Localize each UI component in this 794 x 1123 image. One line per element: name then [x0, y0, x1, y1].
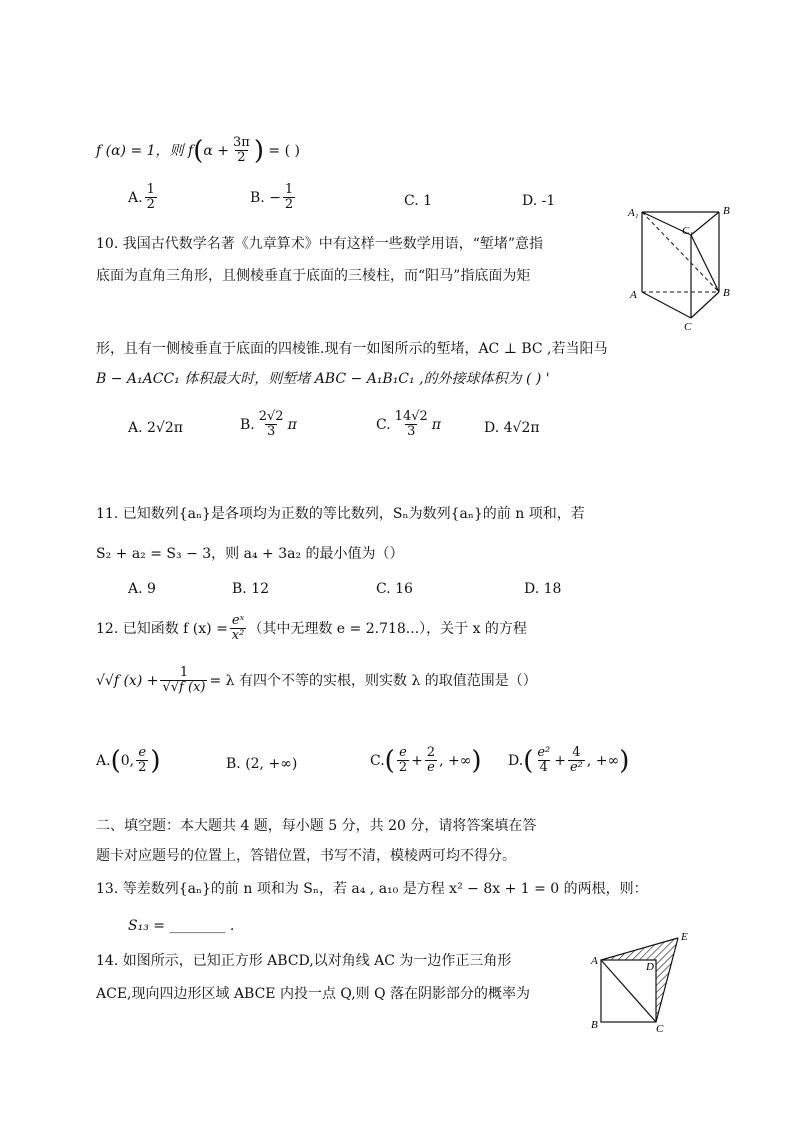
q9-condition: f (α) = 1，则 f(α + $\frac{3\pi}{2}$ ) = ( ) [96, 135, 300, 166]
q10-option-d: D. 4√2π [484, 420, 540, 436]
q12-option-a: A.(0, $\frac{e}{2}$ ) [96, 745, 161, 776]
q10-line-3: 形，且有一侧棱垂直于底面的四棱锥.现有一如图所示的堑堵，AC ⊥ BC ,若当阳马 [96, 341, 608, 357]
q12-option-c: C.( $\frac{e}{2}$ + $\frac{2}{e}$ , +∞) [370, 745, 482, 776]
q10-line-1: 10. 我国古代数学名著《九章算术》中有这样一些数学用语，“堑堵”意指 [96, 236, 544, 252]
label-c: C [684, 321, 692, 333]
q13-line-1: 13. 等差数列{aₙ}的前 n 项和为 Sₙ，若 a₄ , a₁₀ 是方程 x² − 8x + 1 = 0 的两根，则： [96, 881, 648, 897]
square-triangle-figure [586, 928, 696, 1033]
q10-option-c: C. $\frac{14√2}{3}$ π [376, 409, 441, 440]
label-b: B [723, 287, 730, 299]
q9-option-c: C. 1 [404, 193, 433, 209]
label-d: D [646, 961, 654, 973]
q13-line-2: S₁₃ = ________ . [128, 918, 235, 934]
q9-option-b: B. − $\frac{1}{2}$ [250, 182, 294, 213]
q14-line-2: ACE,现向四边形区域 ABCE 内投一点 Q,则 Q 落在阴影部分的概率为 [96, 986, 531, 1002]
q11-line-2: S₂ + a₂ = S₃ − 3，则 a₄ + 3a₂ 的最小值为（） [96, 546, 404, 562]
q11-option-b: B. 12 [232, 581, 270, 597]
q9-option-a: A. $\frac{1}{2}$ [128, 182, 155, 213]
q11-option-d: D. 18 [524, 581, 562, 597]
section-2-line-1: 二、填空题：本大题共 4 题，每小题 5 分，共 20 分，请将答案填在答 [96, 818, 537, 834]
label-b1: B [723, 205, 730, 217]
section-2-line-2: 题卡对应题号的位置上，答错位置，书写不清，模棱两可均不得分。 [96, 848, 516, 864]
label-c1: C₁ [682, 225, 694, 237]
prism-figure [624, 200, 744, 335]
q11-option-c: C. 16 [376, 581, 413, 597]
q10-line-4: B − A₁ACC₁ 体积最大时，则堑堵 ABC − A₁B₁C₁ ,的外接球体积为 ( ) ' [96, 371, 550, 387]
q11-line-1: 11. 已知数列{aₙ}是各项均为正数的等比数列，Sₙ为数列{aₙ}的前 n 项和，若 [96, 506, 585, 522]
label-a: A [630, 289, 637, 301]
q14-line-1: 14. 如图所示，已知正方形 ABCD,以对角线 AC 为一边作正三角形 [96, 953, 512, 969]
q12-option-d: D.( $\frac{\text{e²}}{4}$ + $\frac{4}{\text{e²}}$ , +∞) [508, 745, 630, 776]
q12-option-b: B. (2, +∞) [226, 756, 298, 772]
q10-option-b: B. $\frac{2√2}{3}$ π [240, 409, 297, 440]
label-a: A [591, 955, 598, 967]
label-a1: A₁ [628, 207, 639, 219]
label-e: E [681, 931, 688, 943]
q12-line-1: 12. 已知函数 f (x) = $\frac{\text{eˣ}}{\text{x²}}$ （其中无理数 e = 2.718...），关于 x 的方程 [96, 613, 527, 644]
q10-line-2: 底面为直角三角形，且侧棱垂直于底面的三棱柱，而“阳马”指底面为矩 [96, 268, 531, 284]
q11-option-a: A. 9 [128, 581, 156, 597]
q12-equation: √√f (x) + $\frac{1}{√√f (x)}$ = λ 有四个不等的实根，则实数 λ 的取值范围是（） [96, 665, 537, 696]
q9-option-d: D. -1 [522, 193, 556, 209]
label-c: C [656, 1023, 664, 1033]
label-b: B [591, 1019, 598, 1031]
q10-option-a: A. 2√2π [128, 420, 183, 436]
